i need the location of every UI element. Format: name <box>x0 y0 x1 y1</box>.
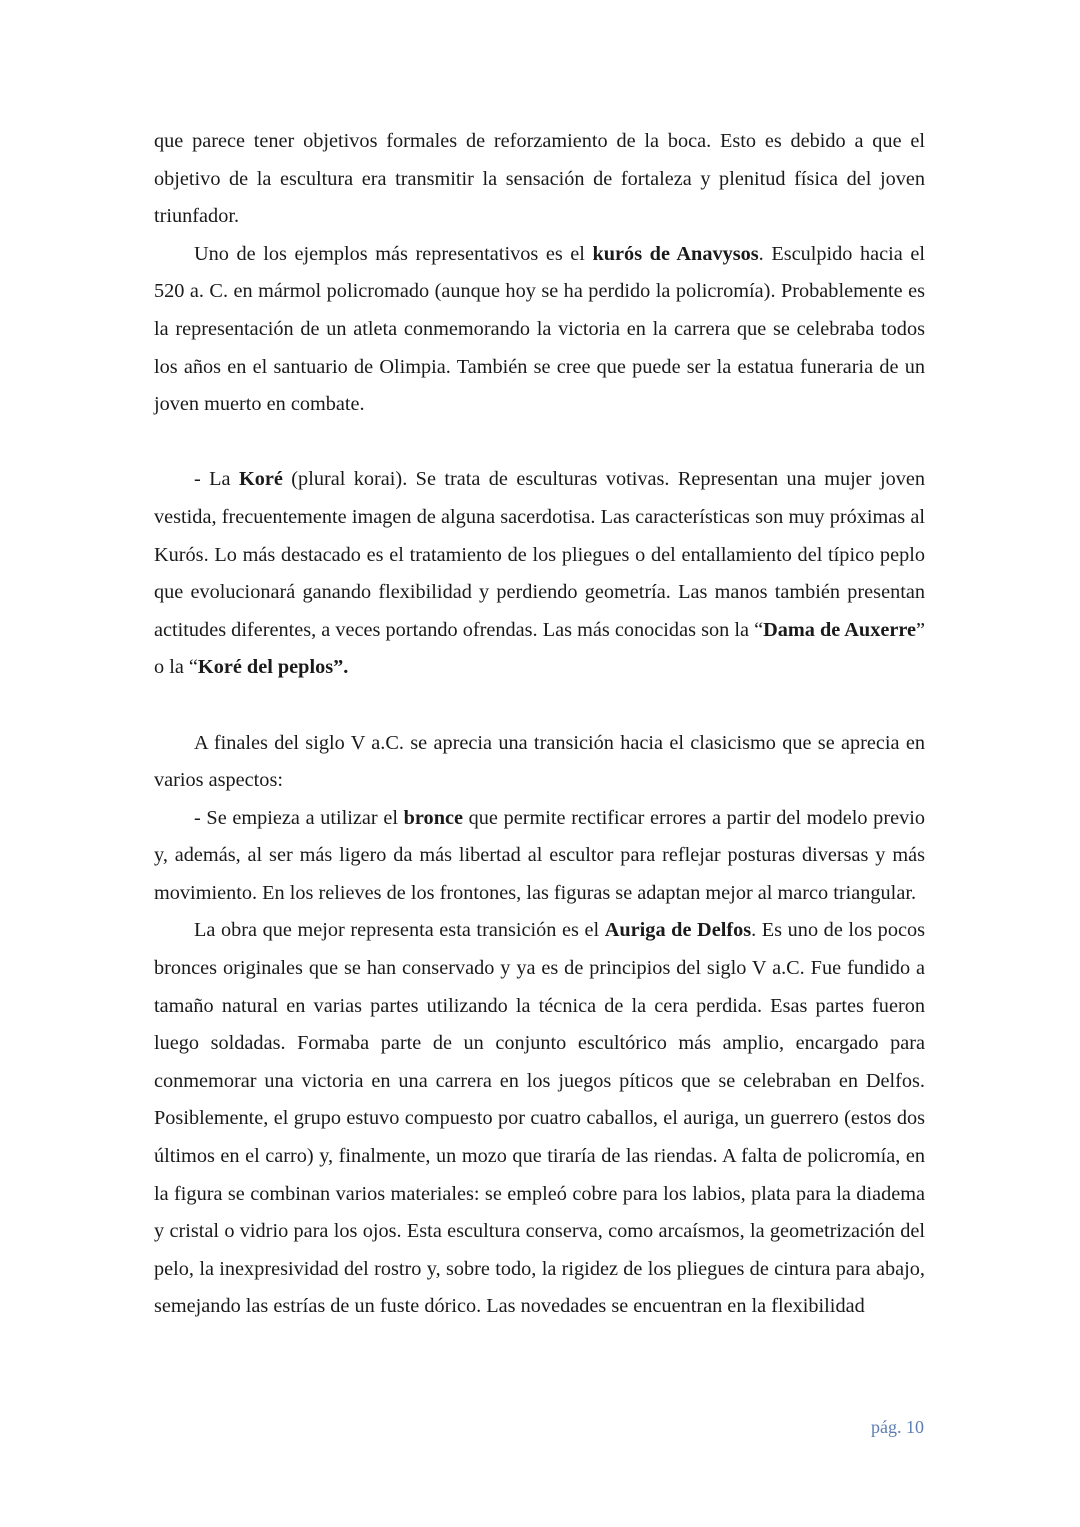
page-number: pág. 10 <box>871 1417 924 1437</box>
paragraph-auriga-de-delfos <box>154 912 925 1326</box>
paragraph-bronce <box>154 800 925 913</box>
term-kore-del-peplos: Koré del peplos”. <box>197 656 349 679</box>
document-body <box>154 123 925 1326</box>
paragraph-text: - Se empieza a utilizar el <box>194 806 404 829</box>
term-kuros-de-anavysos: kurós de Anavysos <box>592 242 759 265</box>
term-dama-de-auxerre: Dama de Auxerre <box>763 618 916 641</box>
paragraph-transition-intro: A finales del siglo V a.C. se aprecia una transición hacia el clasicismo que se aprecia en varios aspectos: <box>154 731 925 792</box>
paragraph-text: Uno de los ejemplos más representativos es el <box>194 242 593 265</box>
paragraph-text: . Es uno de los pocos bronces originales que se han conservado y ya es de principios del siglo V a.C. Fue fundido a tamaño natural en varias partes utilizando la técnica de la cera perdida. Esas partes fueron luego soldadas. Formaba parte de un conjunto escultórico más amplio, encargado para conmemorar una victoria en una carrera en los juegos píticos que se celebraban en Delfos. Posiblemente, el grupo estuvo compuesto por cuatro caballos, el auriga, un guerrero (estos dos últimos en el carro) y, finalmente, un mozo que tiraría de las riendas. A falta de policromía, en la figura se combinan varios materiales: se empleó cobre para los labios, plata para la diadema y cristal o vidrio para los ojos. Esta escultura conserva, como arcaísmos, la geometrización del pelo, la inexpresividad del rostro y, sobre todo, la rigidez de los pliegues de cintura para abajo, semejando las estrías de un fuste dórico. Las novedades se encuentran en la flexibilidad <box>154 919 925 1318</box>
paragraph-text: que permite rectificar errores a partir del modelo previo y, además, al ser más ligero da más libertad al escultor para reflejar posturas diversas y más movimiento. En los relieves de los frontones, las figuras se adaptan mejor al marco triangular. <box>154 806 925 904</box>
paragraph-intro-continuation: que parece tener objetivos formales de reforzamiento de la boca. Esto es debido a que el objetivo de la escultura era transmitir la sensación de fortaleza y plenitud física del joven triunfador. <box>154 130 925 228</box>
paragraph-text: La obra que mejor representa esta transición es el <box>194 919 605 942</box>
paragraph-text: . Esculpido hacia el 520 a. C. en mármol policromado (aunque hoy se ha perdido la policromía). Probablemente es la representación de un atleta conmemorando la victoria en la carrera que se celebraba todos los años en el santuario de Olimpia. También se cree que puede ser la estatua funeraria de un joven muerto en combate. <box>154 242 925 416</box>
term-bronce: bronce <box>403 806 463 829</box>
term-kore: Koré <box>238 468 283 491</box>
paragraph-text: ” o la “ <box>154 618 925 679</box>
paragraph-spacer <box>154 687 925 725</box>
paragraph-text: - La <box>194 468 239 491</box>
paragraph-spacer <box>154 424 925 462</box>
paragraph-kore <box>154 461 925 687</box>
term-auriga-de-delfos: Auriga de Delfos <box>604 919 752 942</box>
paragraph-kuros-anavysos <box>154 236 925 424</box>
paragraph-text: (plural korai). Se trata de esculturas votivas. Representan una mujer joven vestida, frecuentemente imagen de alguna sacerdotisa. Las características son muy próximas al Kurós. Lo más destacado es el tratamiento de los pliegues o del entallamiento del típico peplo que evolucionará ganando flexibilidad y perdiendo geometría. Las manos también presentan actitudes diferentes, a veces portando ofrendas. Las más conocidas son la “ <box>154 468 925 641</box>
